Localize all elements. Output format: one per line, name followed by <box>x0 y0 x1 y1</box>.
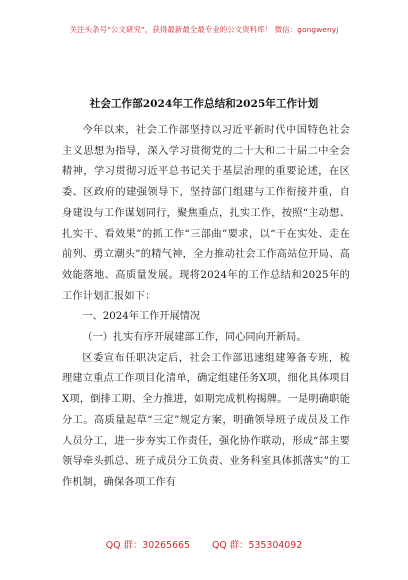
body-paragraph: 区委宣布任职决定后，社会工作部迅速组建筹备专班，梳理建立重点工作项目化清单，确定组建任务X项，细化具体项目X项，倒排工期、全力推进，如期完成机构揭牌。一是明确职能分工。高质量起草“三定”规定方案，明确领导班子成员及工作人员分工，进一步夯实工作责任，强化协作联动，形成“部主要领导牵头抓总、班子成员分工负责、业务科室具体抓落实”的工作机制，确保各项工作有 <box>62 352 350 488</box>
qq-group-1: QQ 群：30265665 <box>105 540 191 551</box>
subsection-heading: （一）扎实有序开展建部工作，同心同向开新局。 <box>82 332 307 344</box>
document-title: 社会工作部2024年工作总结和2025年工作计划 <box>89 98 319 110</box>
qq-group-2: QQ 群：535304092 <box>212 540 303 551</box>
section-heading: 一、2024年工作开展情况 <box>82 311 201 323</box>
intro-paragraph: 今年以来，社会工作部坚持以习近平新时代中国特色社会主义思想为指导，深入学习贯彻党的二十大和二十届二中全会精神，学习贯彻习近平总书记关于基层治理的重要论述，在区委、区政府的建强领导下，坚持部门组建与工作衔接并重，自身建设与工作谋划同行，聚焦重点，扎实工作，按照“主动想、扎实干、看效果”的抓工作“三部曲”要求，以“干在实处、走在前列、勇立潮头”的精气神，全力推动社会工作高站位开局、高效能落地、高质量发展。现将2024年的工作总结和2025年的工作计划汇报如下： <box>62 125 350 302</box>
header-banner: 关注头条号“公文研究”，获得最新最全最专业的公文资料库！ 微信：gongwenyj <box>69 25 339 34</box>
document-body <box>62 121 350 494</box>
footer-contact <box>0 537 408 551</box>
